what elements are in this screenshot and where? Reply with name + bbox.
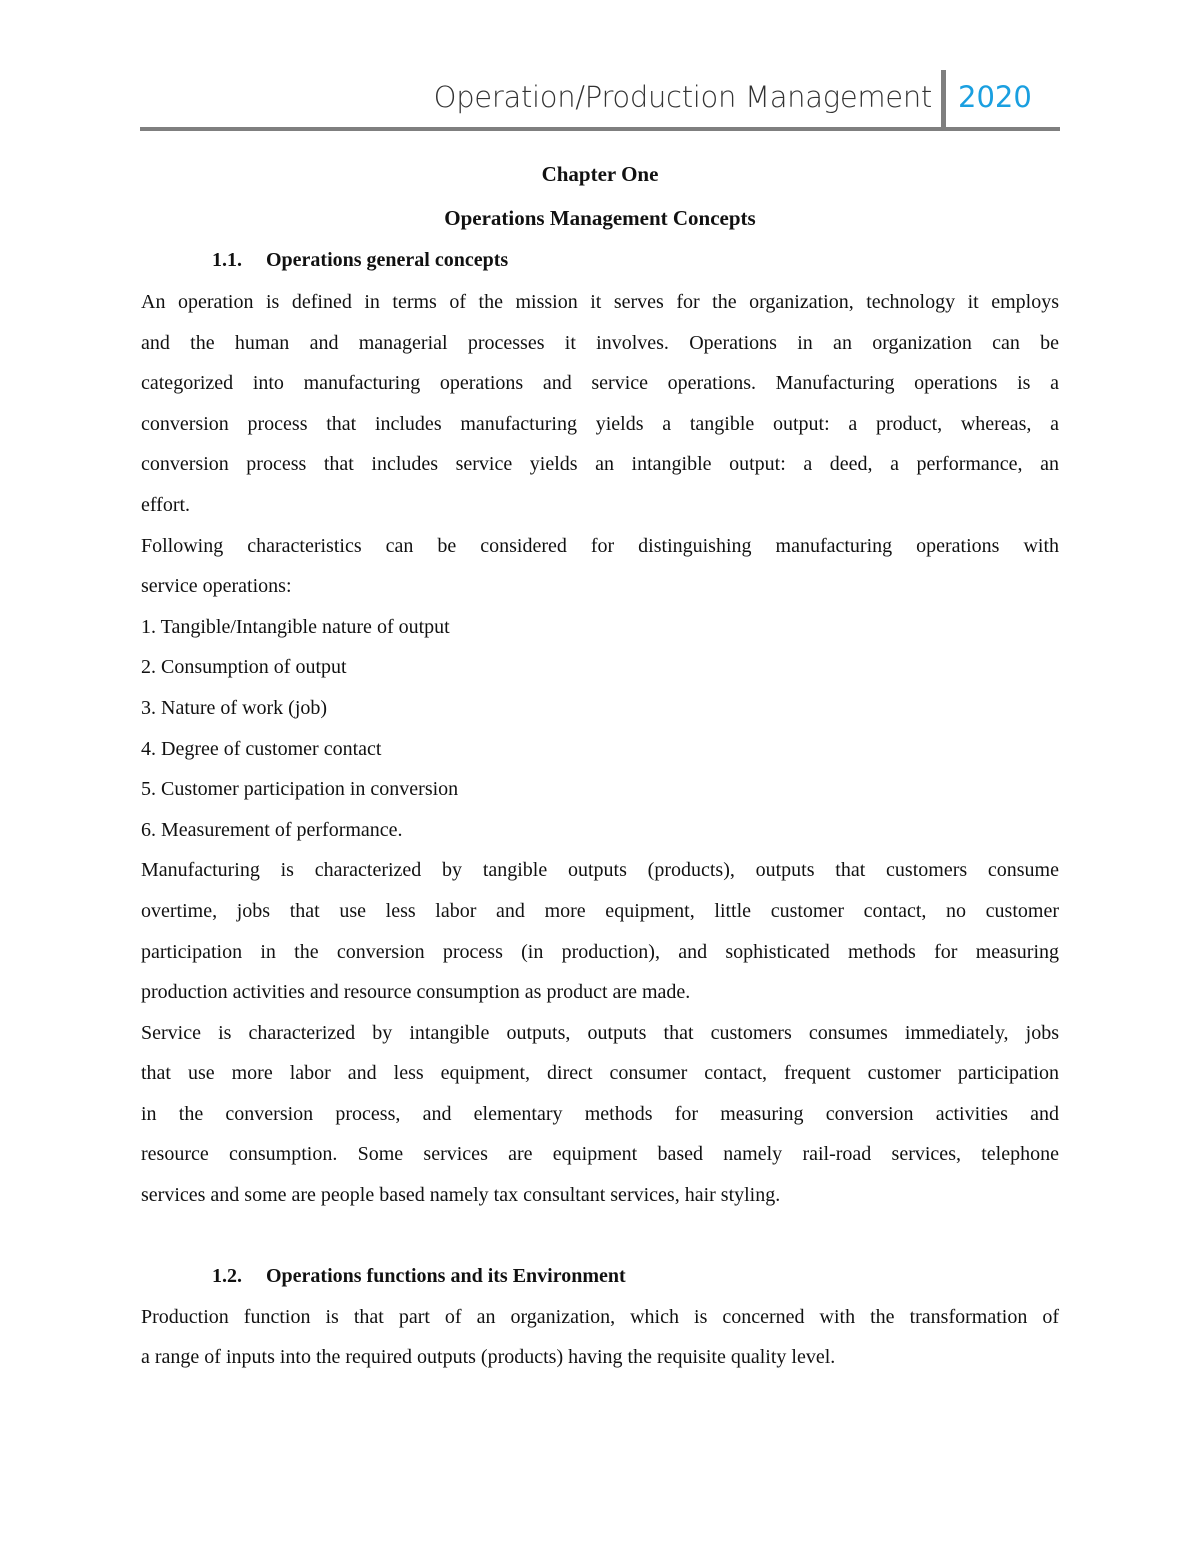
paragraph-2 — [141, 526, 1059, 607]
text-line: conversion process that includes service yields an intangible output: a deed, a performance, an — [141, 453, 1059, 476]
text-line: Production function is that part of an organization, which is concerned with the transformation of — [141, 1305, 1059, 1328]
text-line: Manufacturing is characterized by tangible outputs (products), outputs that customers consume — [141, 859, 1059, 882]
list-item: 3. Nature of work (job) — [141, 696, 328, 719]
section-heading-1-1 — [212, 249, 508, 272]
header-year: 2020 — [958, 80, 1032, 114]
paragraph-3 — [141, 850, 1059, 1012]
text-line: that use more labor and less equipment, direct consumer contact, frequent customer participation — [141, 1062, 1059, 1085]
list-item: 1. Tangible/Intangible nature of output — [141, 615, 450, 638]
section-title: Operations functions and its Environment — [266, 1265, 626, 1288]
paragraph-1 — [141, 282, 1059, 526]
text-line: in the conversion process, and elementary methods for measuring conversion activities and — [141, 1102, 1059, 1125]
chapter-label: Chapter One — [541, 162, 659, 186]
section-number: 1.1. — [212, 249, 242, 271]
text-line: effort. — [141, 493, 191, 516]
paragraph-5 — [141, 1297, 1059, 1378]
header-rule — [140, 127, 1060, 131]
list-item: 5. Customer participation in conversion — [141, 778, 459, 801]
text-line: categorized into manufacturing operations and service operations. Manufacturing operations is a — [141, 372, 1059, 395]
text-line: Following characteristics can be considered for distinguishing manufacturing operations with — [141, 534, 1059, 557]
text-line: resource consumption. Some services are equipment based namely rail-road services, telephone — [141, 1143, 1059, 1166]
list-item: 4. Degree of customer contact — [141, 737, 382, 760]
section-title: Operations general concepts — [266, 249, 509, 271]
text-line: service operations: — [141, 575, 292, 598]
list-item: 2. Consumption of output — [141, 656, 347, 679]
list-item: 6. Measurement of performance. — [141, 818, 403, 841]
text-line: An operation is defined in terms of the mission it serves for the organization, technology it employs — [141, 291, 1059, 313]
text-line: production activities and resource consumption as product are made. — [141, 981, 691, 1004]
text-line: a range of inputs into the required outputs (products) having the requisite quality level. — [141, 1346, 836, 1369]
text-line: services and some are people based namely tax consultant services, hair styling. — [141, 1184, 781, 1207]
header-title: Operation/Production Management — [433, 80, 932, 114]
text-line: participation in the conversion process (in production), and sophisticated methods for measuring — [141, 940, 1059, 963]
blank-line — [141, 1216, 1059, 1257]
header-divider — [941, 70, 946, 130]
text-line: and the human and managerial processes it involves. Operations in an organization can be — [141, 331, 1059, 354]
text-line: overtime, jobs that use less labor and more equipment, little customer contact, no customer — [141, 899, 1059, 922]
text-line: conversion process that includes manufacturing yields a tangible output: a product, whereas, a — [141, 412, 1059, 435]
chapter-title: Operations Management Concepts — [444, 206, 756, 230]
section-number: 1.2. — [212, 1265, 242, 1288]
section-heading-1-2 — [141, 1256, 1059, 1297]
characteristics-list — [141, 607, 1059, 851]
paragraph-4 — [141, 1013, 1059, 1216]
document-body — [141, 282, 1059, 1378]
text-line: Service is characterized by intangible outputs, outputs that customers consumes immediately, jobs — [141, 1021, 1059, 1044]
